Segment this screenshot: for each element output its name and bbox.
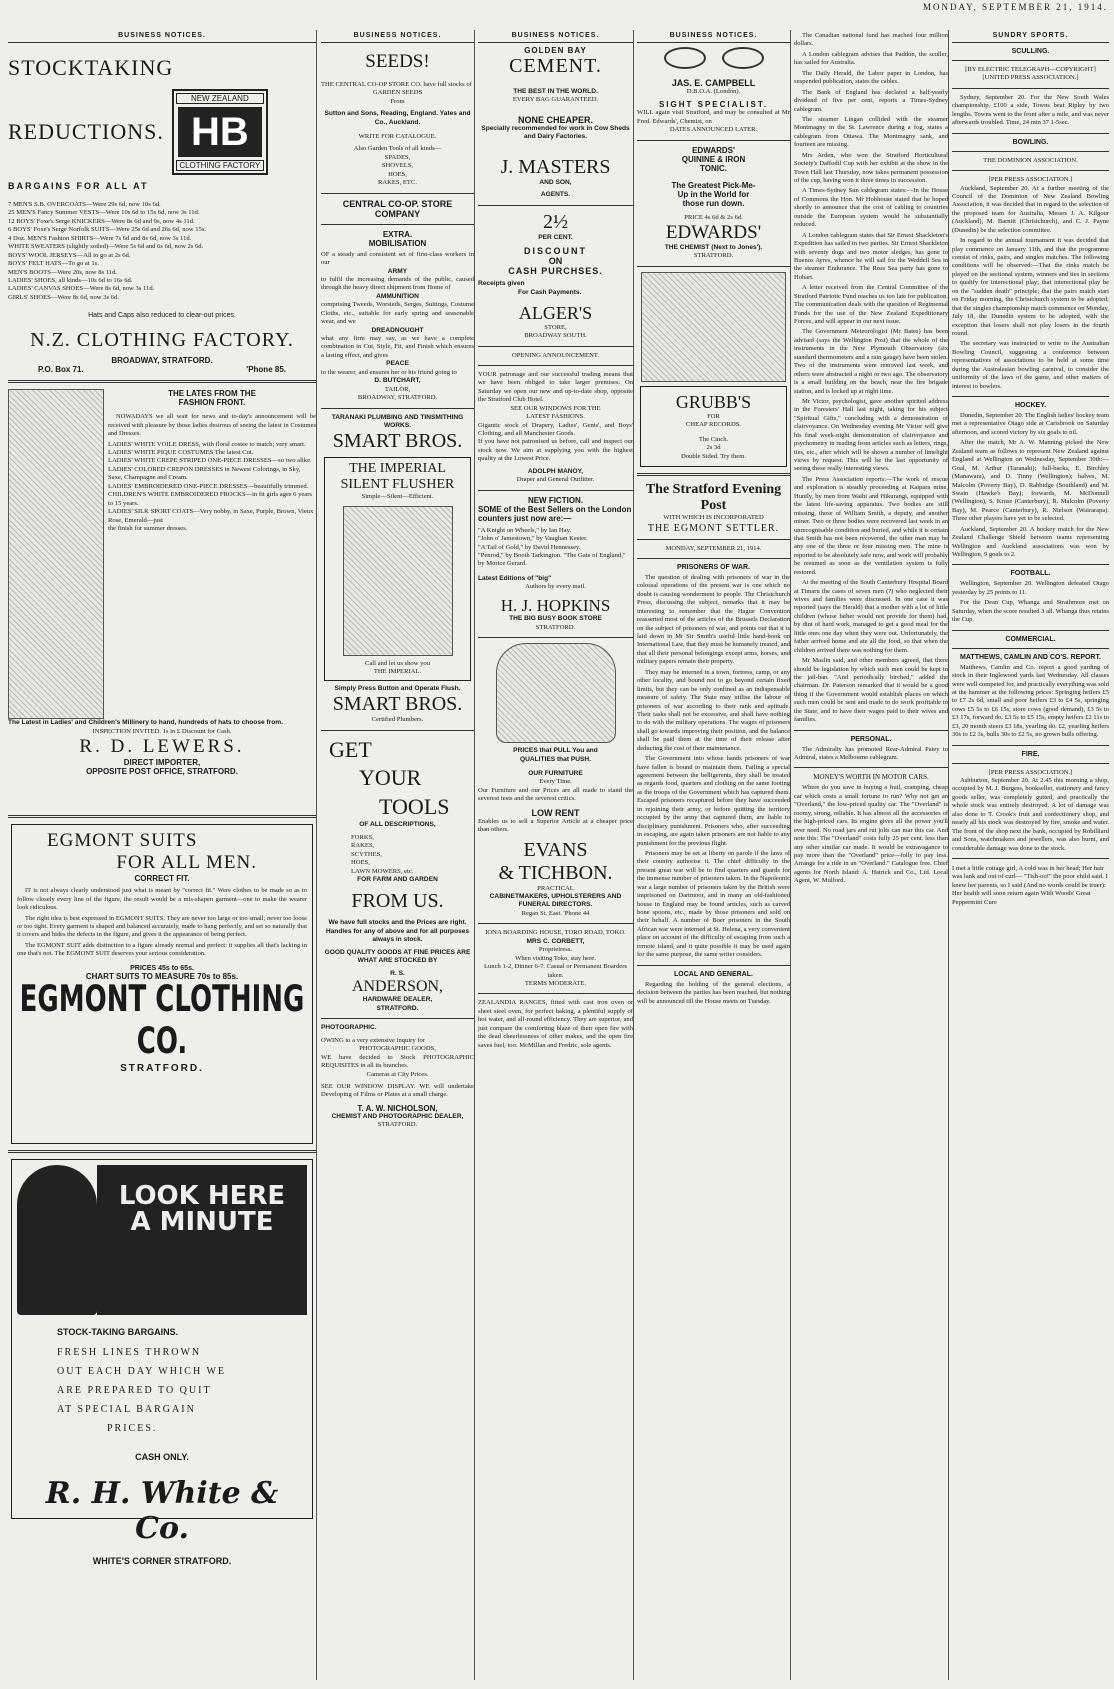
hats-note: Hats and Caps also reduced to clear-out prices. — [88, 312, 236, 320]
smart-bros-title: SMART BROS. — [332, 430, 463, 453]
column-2: BUSINESS NOTICES. SEEDS! THE CENTRAL CO-OP STORE CO. have full stocks of GARDEN SEEDS From Sutton and Sons, Reading, England. Yates and Co., Auckland. WRITE FOR CATALOGUE. Also Garden Tools of all kinds— SPADES, SHOVELS, HOES, RAKES, ETC. CENTRAL CO-OP. STORE COMPANY EXTRA. MOBILISATION OF a steady and consistent set of first-class workers in our ARMY to fulfil the increasing demands of the public, caused through the heavy direct shipment from Home of AMMUNITION comprising Tweeds, Worsteds, Serges, Suitings, Costume Cloths, etc., suitable for early spring and seasonable wear, and we DREADNOUGHT what any firm may say, as we have a complete combination in Cut, Style, Fit, and Finish which ensures a lasting effect, and gives PEACE to the wearer, and ensures her or his friend going to D. BUTCHART, TAILOR, BROADWAY, STRATFORD. TARANAKI PLUMBING AND TINSMITHING WORKS. SMART BROS. THE IMPERIAL SILENT FLUSHER Simple—Silent—Efficient. Call and let us show you THE IMPERIAL. Simply Press Button and Operate Flush. SMART BROS. Certified Plumbers. GET YOUR TOOLS OF ALL DESCRIPTIONS, FORKS, RAKES, SCYTHES, HOES, LAWN MOWERS, etc. FOR FARM AND GARDEN FROM US. We have full stocks and the Prices are right. Handles for any of above and for all purposes always in stock. GOOD QUALITY GOODS AT FINE PRICES ARE WHAT ARE STOCKED BY R. S. ANDERSON, HARDWARE DEALER, STRATFORD. PHOTOGRAPHIC. OWING to a very extensive inquiry for PHOTOGRAPHIC GOODS, WE have decided to Stock PHOTOGRAPHIC REQUISITES in all its branches. Cameras at City Prices. SEE OUR WINDOW DISPLAY. WE will undertake Developing of Films or Plates at a small charge. T. A. W. NICHOLSON, CHEMIST AND PHOTOGRAPHIC DEALER, STRATFORD. — [321, 30, 475, 1680]
page-dateline: MONDAY, SEPTEMBER 21, 1914. — [922, 2, 1108, 12]
column-5: The Canadian national fund has reached four million dollars. A London cablegram advises that Paddon, the sculler, has sailed for Australia. The Daily Herald, the Labor paper in London, has suspended publication, states the cables. The Bank of England has declared a half-yearly dividend of five per cent, reports a Times-Sydney cablegram. The steamer Lingan collided with the steamer Montmagny in the St. Lawrence during a fog, states a cablegram from Ottawa. The Montmagny sank, and fourteen are missing. Mrs Arden, who won the Stratford Horticultural Society's Daffodil Cup with her exhibit at the show in the Town Hall last Thursday, now takes permanent possession of the cup, having won it three times in succession. A Times-Sydney Sun cablegram states:—In the House of Commons the Hon. Mr Hobhouse stated that he hoped shortly to announce that the cost of cabling to countries outside the European system would be substantially reduced. A London cablegram states that Sir Ernest Shackleton's Expedition has sailed in two parties. Sir Ernest Shackleton with seventy dogs and two motor sledges, has gone to Buenos Ayres, whence he will sail for the Weddell Sea in the steamer Endurance. The Ross Sea party has gone to Hobart. A letter received from the Central Committee of the Stratford Patriotic Fund reaches us too late for publication. The communication deals with the question of Regimental Funds for the use of the New Zealand Expeditionary Forces, and will appear in our next issue. The Government Meteorologist (Mr Bates) has been advised (says the Wellington Post) that the whole of the instruments in the New Plymouth Observatory (six standard thermometers and a rain gauge) have been stolen. Two of the instruments were removed last week, and others were abstracted a night or two ago. The observatory is a small building on the beach, near the fire brigade station, and is locked up at night time. Mr Victor, psychologist, gave another spirited address in the Foresters' Hall last night, taking for his subject "Spiritual Gifts," concluding with a demonstration of clairvoyance. On Wednesday evening Mr Victor will give his final week-night demonstration of clairvoyance and psychometry in reading from articles such as letters, rings, ties, etc., after which will be shown a number of limelight views by request. This will be the last opportunity of seeing these really interesting views. The Press Association reports:—The work of rescue and exploration is steadily proceeding at Kaipara mine, Huntly, by men from Waihi and Hikurangi, equipped with the latest life-saving apparatus. Two bodies are still missing, those of William Smith, a deputy, and another miner. Two or three bodies were recovered last week in an unrecognisable condition and buried, and while it is certain that Smith has not been recovered, the other man may be any one of the three or four missing men. The mine is reported to be absolutely safe now, and work will probably be resumed as soon as the ventilation system is fully restored. At the meeting of the South Canterbury Hospital Board at Timaru the cases of seven men (?) who neglected their wives and families were discussed. In one case it was reported (says the Herald) that a mother with a lot of little children (whose father would not provide for them) had, by dint of hard work, managed to get a good meal for the little ones one day when they were out. Unfortunately, the father arrived home and ate all the food, so that when the children arrived there was nothing for them. Mr Maslin said, and other members agreed, that there should be legislation by which such men could be kept in the jail-ban. "And periodically birched," added the chairman. Dr. Paterson remarked that it would be a good thing if the Government would establish places on which such men could be sent and made to do work profitable to the State, and to have their wages paid to their wives and families. PERSONAL. The Admiralty has promoted Rear-Admiral Patey to Admiral, states a Melbourne cablegram. MONEY'S WORTH IN MOTOR CARS. Where do you save in buying a frail, cramping, cheap car which costs a small fortune to run? Why not get an "Overland," the low-priced quality car. The "Overland" is roomy, strong, reliable. It has almost all the accessories of the high-priced cars. Its engine gives all the power you'll ever need. No road jars and rut jolts can mar this car. And note this: The "Overland" costs fully 25 per cent. less than any other similar car made. It would be extravagance to pay more than the "Overland" price—folly to pay less. Arrange for a ride in an "Overland." Catalogue free. Chief agents for North Island: A. Hatrick and Co., Ltd. Local Agent, W. Mulford. — [794, 30, 949, 1680]
spectacles-right-icon — [722, 47, 764, 69]
masthead: The Stratford Evening Post — [645, 482, 782, 514]
spectacles-left-icon — [664, 47, 706, 69]
bargains-line: BARGAINS FOR ALL AT — [8, 181, 149, 191]
column-3: BUSINESS NOTICES. GOLDEN BAY CEMENT. THE BEST IN THE WORLD. EVERY BAG GUARANTEED. NONE CHEAPER. Specially recommended for work in Cow Sheds and Dairy Factories. J. MASTERS AND SON, AGENTS. 2½ PER CENT. DISCOUNT ON CASH PURCHSES. Receipts given For Cash Payments. ALGER'S STORE, BROADWAY SOUTH. OPENING ANNOUNCEMENT. YOUR patronage and our successful trading means that we have been obliged to take larger premises. On Saturday we open our new and up-to-date shop, opposite the Stratford Club Hotel. SEE OUR WINDOWS FOR THE LATEST FASHIONS. Gigantic stock of Drapery, Ladies', Gents', and Boys' Clothing, and all Manchester Goods. If you have not patronised us before, call and inspect our stock now. We aim at supplying you with the highest quality at the Lowest Price. ADOLPH MANOY, Draper and General Outfitter. NEW FICTION. SOME of the Best Sellers on the London counters just now are:— "A Knight on Wheels," by Ian Hay. "John o' Jamestown," by Vaughan Kester. "A Tail of Gold," by David Hennessey. "Penrod," by Booth Tarkington. "The Gate of England," by Morice Gerard. Latest Editions of "big" Authors by every mail. H. J. HOPKINS THE BIG BUSY BOOK STORE STRATFORD. PRICES that PULL You and QUALITIES that PUSH. OUR FURNITURE Every Time. Our Furniture and our Prices are all made to stand the severest tests and the severest critics. LOW RENT Enables us to sell a Superior Article at a cheaper price than others. EVANS & TICHBON. PRACTICAL CABINETMAKERS, UPHOLSTERERS AND FUNERAL DIRECTORS. Regan St. East. 'Phone 44 IONA BOARDING HOUSE, TORO ROAD, TOKO. MRS C. CORBETT, Proprietress. When visiting Toko, stay here. Lunch 1-2, Dinner 6-7. Casual or Permanent Boarders taken. TERMS MODERATE. ZEALANDIA RANGES, fitted with cast iron oven or sheet steel oven, for perfect baking, a plentiful supply of hot water, and all-round efficiency. They are superior, and just compare the comforting blaze of their open fire with the dead cheerlessness of other makes, and the open fire saves fuel, too. McMillan and Fredric, sole agents. — [478, 30, 634, 1680]
column-4: BUSINESS NOTICES. JAS. E. CAMPBELL D.B.O.A. (London). SIGHT SPECIALIST. WILL again visit Stratford, and may be consulted at Mr Fred. Edwards', Chemist, on DATES ANNOUNCED LATER. EDWARDS' QUININE & IRON TONIC. The Greatest Pick-Me- Up in the World for those run down. PRICE 4s 6d & 2s 6d. EDWARDS' THE CHEMIST (Next to Jones'). STRATFORD. GRUBB'S FOR CHEAP RECORDS. The Cinch. 2s 3d Double Sided. Try them. The Stratford Evening Post WITH WHICH IS INCORPORATED THE EGMONT SETTLER. MONDAY, SEPTEMBER 21, 1914. PRISONERS OF WAR. The question of dealing with prisoners of war in the colossal operations of the present war is one which no doubt is causing wonderment to people. The Christchurch Press, discussing the subject, remarks that it may be interesting to remember that the Hague Convention reasserted most of the articles of the Brussels Declaration on the subject of prisoners of war, and points out that it is laid down in Mr Sir Smith's useful little hand-book on International Law, that they must be humanely treated, and that all their personal belongings except arms, horses, and military papers remain their property. They may be interned in a town, fortress, camp, or any other locality, and bound not to go beyond certain fixed limits, but they can be only confined as an indispensable measure of safety. The State may utilise the labour of prisoners of war according to their rank and aptitude. Their tasks shall not be excessive, and shall have nothing to do with the military operations. The wages of prisoners shall go towards improving their position, and the balance shall be paid them at the time of their release after deducting the cost of their maintenance. The Government into whose hands prisoners of war have fallen is bound to maintain them. Failing a special agreement between the belligerents, they shall be treated as regards food, quarters and clothing on the same footing as the troops of the Government which has captured them. Escaped prisoners recaptured before they have succeeded in rejoining their army, or before quitting the territory occupied by the army that captured them, are liable to disciplinary punishment. Prisoners who, after succeeding in escaping, are again taken prisoners are not liable to any punishment for the previous flight. Prisoners may be set at liberty on parole if the laws of their country authorise it. The chief difficulty in the present great war will be to find quarters and guards for the immense number of prisoners taken. In the Napoleonic war a large number of prisoners taken by the British were imprisoned on Dartmoor, and in many an old-fashioned house in England may be found articles, such as carved bone spoons, etc., made by those prisoners and sold on their behalf. A number of Boer prisoners in the South African war were interned at St. Helena, a very convenient place on account of the difficulty of escaping from such a remote island, and it quite possible it may be used again for the same purpose, the same writer considers. LOCAL AND GENERAL. Regarding the holding of the general elections, a decision between the parties has been reached, but nothing will be announced till the House meets on Tuesday. — [637, 30, 791, 1680]
white-co-signature: R. H. White & Co. — [45, 1476, 279, 1547]
toilet-illustration — [343, 506, 453, 656]
stocktaking-title-2: REDUCTIONS. — [8, 119, 164, 144]
stocktaking-ad: STOCKTAKING REDUCTIONS. NEW ZEALAND HB CLOTHING FACTORY BARGAINS FOR ALL AT 7 MEN'S S.B. OVERCOATS—Were 29s 6d, now 10s 6d. 25 MEN'S Fancy Summer VESTS—Were 10s 6d to 15s 6d, now 3s 11d. 12 BOYS' Foxe's Serge KNICKERS—Were 8s 6d and 9s, now 4s 11d. 6 BOYS' Foxe's Serge Norfolk SUITS—Were 25s 6d and 26s 6d, now 15s. 4 Doz. MEN'S Fashion SHIRTS—Were 7s 6d and 8s 6d, now 3s 11d. WHITE SWEATERS (slightly soiled)—Were 5s 6d and 6s 6d, now 2s 6d. BOYS' WOOL JERSEYS—All to go at 2s 6d. BOYS' FELT HATS—To go at 1s. MEN'S BOOTS—Were 20s, now 8s 11d. LADIES' SHOES, all kinds—10s 6d to 16s 6d. LADIES' CANVAS SHOES—Were 8s 6d, now 3s 11d. GIRLS' SHOES—Were 8s 6d, now 3s 6d. Hats and Caps also reduced to clear-out prices. N.Z. CLOTHING FACTORY. BROADWAY, STRATFORD. P.O. Box 71. 'Phone 85. — [8, 55, 316, 374]
section-heading: BUSINESS NOTICES. — [8, 30, 316, 43]
armchair-illustration — [496, 643, 616, 743]
price-list: 7 MEN'S S.B. OVERCOATS—Were 29s 6d, now 10s 6d. 25 MEN'S Fancy Summer VESTS—Were 10s 6d to 15s 6d, now 3s 11d. 12 BOYS' Foxe's Serge KNICKERS—Were 8s 6d and 9s, now 4s 11d. 6 BOYS' Foxe's Serge Norfolk SUITS—Were 25s 6d and 26s 6d, now 15s. 4 Doz. MEN'S Fashion SHIRTS—Were 7s 6d and 8s 6d, now 3s 11d. WHITE SWEATERS (slightly soiled)—Were 5s 6d and 6s 6d, now 2s 6d. BOYS' WOOL JERSEYS—All to go at 2s 6d. BOYS' FELT HATS—To go at 1s. MEN'S BOOTS—Were 20s, now 8s 11d. LADIES' SHOES, all kinds—10s 6d to 16s 6d. LADIES' CANVAS SHOES—Were 8s 6d, now 3s 11d. GIRLS' SHOES—Were 8s 6d, now 3s 6d. — [8, 201, 207, 301]
man-silhouette-image — [17, 1165, 97, 1315]
column-1 — [8, 30, 317, 1680]
egmont-clothing-logo: EGMONT CLOTHING CO. — [19, 978, 305, 1063]
stocktaking-title: STOCKTAKING — [8, 55, 174, 80]
cement-title: CEMENT. — [509, 55, 602, 77]
egmont-suits-ad: EGMONT SUITS FOR ALL MEN. CORRECT FIT. IT is not always clearly understood just what is meant by "correct fit." Were clothes to be made so as to follow closely every line of the figure, the result would be a mis-shapen garment—one to make the wearer look ridiculous. The right idea is best expressed in EGMONT SUITS. They are never too large or too small; never too loose or too tight. Every garment is shaped and balanced accurately, made to hang perfectly, and set so naturally that it covers and hides the defects in the figure, and gives it the appearance of being perfect. The EGMONT SUIT adds distinction to a figure already normal and perfect: it supplies all that's lacking in one that's not. The EGMONT SUIT deserves your serious consideration. PRICES 45s to 65s. CHART SUITS TO MEASURE 70s to 85s. EGMONT CLOTHING CO. STRATFORD. — [11, 824, 313, 1144]
seeds-title: SEEDS! — [365, 51, 430, 72]
column-6: SUNDRY SPORTS. SCULLING. [BY ELECTRIC TELEGRAPH—COPYRIGHT] [UNITED PRESS ASSOCIATION.] Sydney, September 20. For the New South Wales championship, £100 a side, Towns beat Ripley by two lengths. Towns went to the front after a mile, and was never afterwards troubled. Time, 24 min 37 1-5sec. BOWLING. THE DOMINION ASSOCIATION. [PER PRESS ASSOCIATION.] Auckland, September 20. At a further meeting of the Council of the Dominion of New Zealand Bowling Association, it was decided that in regard to the selection of the proposed team for Australia, Messrs J. A. Kilgour (Auckland), M. Barnitt (Christchurch), and C. J. Payne (Dunedin) be the selection committee. In regard to the annual tournament it was decided that play commence on January 11th, and that the programme consist of rinks, pairs, and singles matches. The following conditions will be observed:—That the rinks match be played on the sectional system, winners and ties in sections to qualify for interectional play; that interectional play be on the "sudden death" principle; that the pairs match start on Friday morning, the Christchurch system to be adopted; that the singles championship match commence on Monday, July 18, the Dunedin system to be adopted, with the exception that losers shall not play losers in the fourth round. The secretary was instructed to write to the Australian Bowling Council, suggesting a conference between representatives of associations to be held at some time during the Australasian bowling carnival, to consider the uniformity of the laws of the game, and other matters of interest to bowlers. HOCKEY. Dunedin, September 20. The English ladies' hockey team met a representative Otago side at Carisbrook on Saturday afternoon, and scored victory by six goals to nil. After the match, Mr A. W. Manning picked the New Zealand team as follows to represent New Zealand against England at Wellington on Wednesday, September 30th:—Goal, M. Arthur (Taranaki); full-backs, E. Birchley (Manawatu), and D. Tinny (Wellington); halves, M. Malcolm (Poverty Bay), D. Rabbidge (Southland) and M. Swain (Hawke's Bay); forwards, M. McDonnell (Wellington), S. Kruse (Canterbury), R. Malcolm (Poverty Bay), M. Pearce (Canterbury), R. Nielson (Wairarapa). Three other players have yet to be selected. Auckland, September 20. A hockey match for the New Zealand Challenge Shield between teams representing Wellington and Auckland associations was won by Wellington, 9 goals to 2. FOOTBALL. Wellington, September 20. Wellington defeated Otago yesterday by 25 points to 11. For the Dean Cup, Whanga and Strathmore met on Saturday, when the score resulted 3 all. Whanga thus retains the Cup. COMMERCIAL. MATTHEWS, CAMLIN AND CO'S. REPORT. Matthews, Camlin and Co. report a good yarding of stock in their Inglewood yards last Wednesday. All classes were well competed for, and practically everything was sold at the hammer at the following prices: Springing heifers £5 to £7 2s 6d, small and poor heifers £3 to £4 5s, springing cows £5 5s to £6 15s, store cows (good demand), £3 5s to £3 17s, forward do. £3 5s to £5 15s, empty heifers £2 11s to £3, 20 month steers £3 18s, yearling do. £2, yearling heifers 30s to £2 3s, bulls 30s to £2 5s, no grown bulls offering. FIRE. [PER PRESS ASSOCIATION.] Ashburton, September 20. At 2.45 this morning a shop, occupied by M. J. Burgess, bookseller, stationery and fancy goods seller, was completely gutted, and practically the whole stock was entirely destroyed. A lot of damage was also done to T. Crook's fruit and confectionery shop, and nearly all his stock was destroyed by fire, smoke and water. The front of the shop next the bank, occupied by Robilliard and Sons, watchmakers and jewellers, was also burnt, and considerable damage was done to the stock. I met a little cottage girl, A cold was in her head; Her hair was lank and out of curl— "Tish-oo!" the poor child said. I knew her parents, so I said (And no words could be truer): Her health will soon return again With Woods' Great Peppermint Cure — [952, 32, 1109, 906]
lewers-name: R. D. LEWERS. — [79, 736, 245, 758]
fashion-illustration — [8, 389, 104, 719]
nz-clothing-factory: N.Z. CLOTHING FACTORY. — [30, 329, 294, 352]
hb-logo: NEW ZEALAND HB CLOTHING FACTORY — [172, 89, 268, 175]
white-co-ad: LOOK HERE A MINUTE STOCK-TAKING BARGAINS. FRESH LINES THROWN OUT EACH DAY WHICH WE ARE PREPARED TO QUIT AT SPECIAL BARGAIN PRICES. CASH ONLY. R. H. White & Co. WHITE'S CORNER STRATFORD. — [11, 1159, 313, 1519]
lewers-ad: THE LATES FROM THE FASHION FRONT. NOWADAYS we all wait for news and to-day's announcement will be received with pleasure by those ladies desirous of seeing the latest in Costumes and Dresses. LADIES' WHITE VOILE DRESS, with floral costee to match; very smart. LADIES' WHITE PIQUE COSTUMES The latest Cut. LADIES' WHITE CREPE STRIPED ONE-PIECE DRESSES—so two alike. LADIES' COLORED CREPON DRESSES in Newest Colorings, in Sky, Saxe, Champagne and Cream. LADIES' EMBROIDERED ONE-PIECE DRESSES—beautifully trimmed. CHILDREN'S WHITE EMBROIDERED FROCKS—in fit girls ages 6 years to 15 years. LADIES' SILK SPORT COATS—Very nobby, in Saxe, Purple, Brown, Vieux Rose, Emerald—just the finish for summer dresses. The Latest in Ladies' and Children's Millinery to hand, hundreds of hats to choose from. INSPECTION INVITED. 1s in £ Discount for Cash. R. D. LEWERS. DIRECT IMPORTER, OPPOSITE POST OFFICE, STRATFORD. — [8, 389, 316, 777]
grubbs-illustration — [641, 272, 786, 382]
